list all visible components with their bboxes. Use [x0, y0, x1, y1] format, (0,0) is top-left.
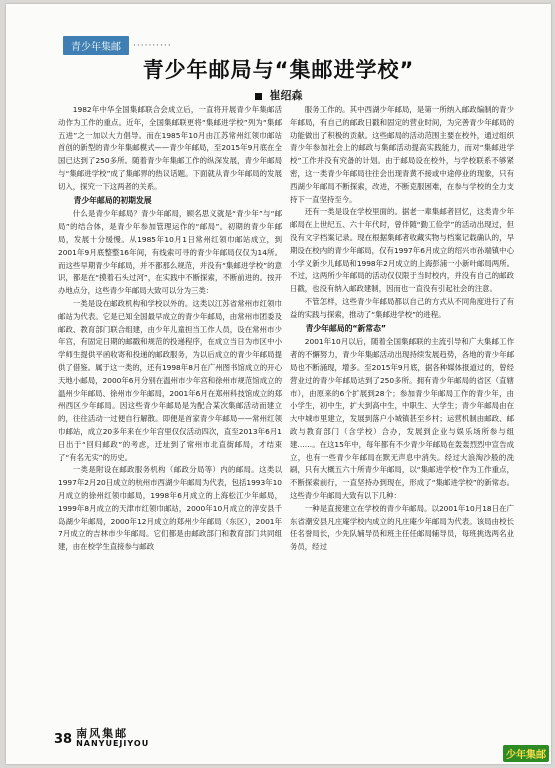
page-footer [54, 729, 149, 749]
article-author [6, 87, 551, 103]
paragraph: 一类是设在邮政机构和学校以外的。这类以江苏省常州市红领巾邮站为代表。它是已知全国最早成立的青少年邮局，由常州市团委及邮政、教育部门联合组建，由少年儿童担当工作人员，设在常州市少年宫，有固定日期的邮戳和规范的投递程序，在成立当日为市区中小学师生提供平函收寄和投递的邮政服务，为以后成立的青少年邮局提供了借鉴。属于这一类的，还有1998年8月在广州图书馆成立的开心天地小邮局，2000年6月分别在温州市少年宫和徐州市规范馆成立的温州少年邮局、徐州市少年邮局，2001年6月在郑州科技馆成立的郑州西区少年邮局。因这些青少年邮局是为配合某次集邮活动而建立的，往往活动一过便自行解散。即便是首家青少年邮局——常州红领巾邮站，成立20多年来在少年宫里仅仅活动四次，直至2013年6月1日出于“回归邮政”的考虑，迁址到了常州市北直街邮局，才结束了“有名无实”的历史。 [58, 298, 282, 462]
section-header [63, 36, 172, 55]
section-tag: 青少年集邮 [63, 36, 129, 55]
article-title: 青少年邮局与“集邮进学校” [142, 58, 415, 82]
section-heading: 青少年邮局的“新常态” [305, 323, 387, 333]
paragraph: 什么是青少年邮局？青少年邮局，顾名思义就是“青少年”与“邮局”的结合体，是青少年参加管理运作的“邮局”。初期的青少年邮局，发展十分缓慢。从1985年10月1日常州红领巾邮站成立，到2001年9月底整整16年间，有线索可寻的青少年邮局仅仅为14所。而这些早期青少年邮局，并不都那么规范，并没有“集邮进学校”的意识，都是在“摸着石头过河”，在实践中不断探索，不断前进的。按开办地点分，这些青少年邮局大致可以分为三类： [58, 209, 282, 296]
author-name: 崔绍森 [269, 89, 303, 102]
paragraph: 服务工作的。其中西湖少年邮局，是第一所纳入邮政编制的青少年邮局，有自己的邮政日戳和固定的营业时间，为完善青少年邮局的功能做出了积极的贡献。这些邮局的活动范围主要在校外，通过组织青少年参加社会上的邮政与集邮活动提高实践能力，而对“集邮进学校”工作并没有究备的计划。由于邮局设在校外，与学校联系不够紧密，这一类青少年邮局往往会出现青黄不接或中途停业的现象，只有西湖少年邮局不断探索，改进，不断克服困难，在参与学校的全力支持下一直坚持至今。 [290, 105, 514, 204]
paragraph: 一类是附设在邮政服务机构（邮政分局等）内的邮局。这类以1997年2月20日成立的杭州市西湖少年邮局为代表，包括1993年10月成立的徐州红领巾邮局，1998年6月成立的上海松江少年邮局，1999年8月成立的天津市红领巾邮站，2000年10月成立的淳安县千岛湖少年邮局，2000年12月成立的郑州少年邮局（东区），2001年7月成立的吉林市少年邮局。它们都是由邮政部门和教育部门共同组建，由在校学生直接参与邮政 [58, 465, 282, 552]
paragraph: 不管怎样，这些青少年邮局都以自己的方式从不同角度进行了有益的实践与探索，推动了“集邮进学校”的进程。 [290, 296, 514, 319]
magazine-name-en: NANYUEJIYOU [76, 739, 150, 748]
left-column [58, 104, 282, 554]
magazine-logo [76, 729, 149, 749]
bullet-square-icon [255, 93, 262, 100]
magazine-page [6, 4, 551, 764]
magazine-name-cn: 南风集邮 [76, 727, 129, 740]
paragraph: 一种是直接建立在学校的青少年邮局。以2001年10月18日在广东省潮安县凡庄庵学校内成立的凡庄庵少年邮局为代表。该局由校长任名誉局长，少先队辅导员和班主任任邮局辅导员，每班挑选两名业务员，经过 [290, 503, 514, 552]
section-dots: ·········· [133, 40, 172, 51]
watermark-logo: 少年集邮 [503, 745, 549, 762]
paragraph: 1982年中华全国集邮联合会成立后，一直将开展青少年集邮活动作为工作的重点。近年，全国集邮联更将“集邮进学校”列为“集邮五进”之一加以大力倡导。而在1985年10月由江苏常州红领巾邮站首创的新型的青少年集邮模式——青少年邮局，至2015年9月底在全国已达到了250多所。随着青少年集邮工作的纵深发展，青少年邮局与“集邮进学校”成了集邮界的热议话题。下面就从青少年邮局的发展切入，探究一下这两者的关系。 [58, 105, 282, 191]
paragraph: 2001年10月以后，随着全国集邮联的主流引导和广大集邮工作者的不懈努力，青少年集邮活动出现持续发展趋势，各地的青少年邮局也不断涌现，增多。至2015年9月底，据各种媒体报道过的，曾经营业过的青少年邮局达到了250多所。拥有青少年邮局的省区（直辖市），由原来的6个扩展到28个；参加青少年邮局工作的青少年，由小学生，初中生，扩大到高中生，中职生、大学生；青少年邮局由在大中城市里建立，发展到落户小城镇甚至乡村；运营机制由邮政、邮政与教育部门（含学校）合办，发展到企业与娱乐场所参与组建……。在这15年中，每年都有不少青少年邮局在轰轰烈烈中宣告成立，也有一些青少年邮局在默无声息中消失。经过大浪淘沙般的洗刷，只有大概五六十所青少年邮局，以“集邮进学校”作为工作重点，不断探索前行，一直坚持办到现在，形成了“集邮进学校”的新常态。这些青少年邮局大致有以下几种： [290, 337, 514, 500]
right-column [290, 104, 514, 554]
section-heading: 青少年邮局的初期发展 [73, 195, 152, 205]
paragraph: 还有一类是设在学校里面的。据老一辈集邮者回忆，这类青少年邮局在上世纪五、六十年代时，曾伴随“勤工俭学”的活动出现过，但没有文字档案记录。现在根据集邮者收藏实物与档案记载确认的，早期设在校内的青少年邮局，仅有1997年6月成立的绍兴市孙端镇中心小学义新少儿邮局和1998年2月成立的上海彭浦一小新叶邮局两所。不过，这两所少年邮局的活动仅仅限于当时校内，并没有自己的邮政日戳，也没有纳入邮政建制，因而也一直没有引起社会的注意。 [290, 207, 514, 294]
page-number: 38 [54, 731, 73, 747]
